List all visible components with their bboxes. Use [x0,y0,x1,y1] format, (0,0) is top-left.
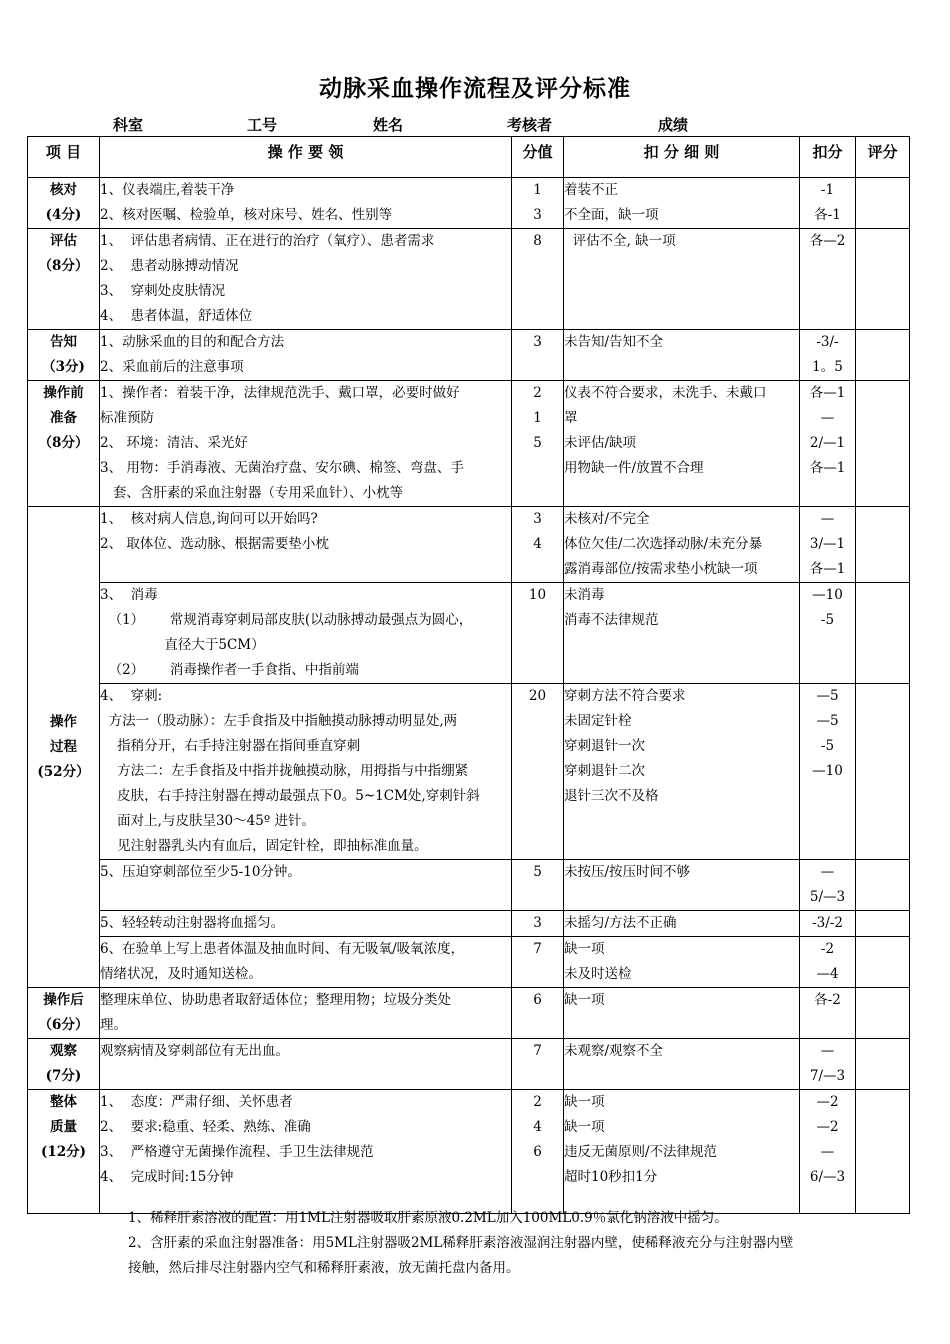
text-line: 5 [533,864,542,880]
text-line: 着装不正 [564,182,618,198]
text-line: —5 [816,713,839,729]
text-line: 1、稀释肝素溶液的配置：用1ML注射器吸取肝素原液0.2ML加入100ML0.9％氯化钠溶液中摇匀。 [128,1210,728,1226]
text-line: 3/—1 [809,536,846,552]
steps-cell [100,178,512,229]
text-line: 20 [528,688,547,704]
text-line: — [820,1043,835,1059]
text-line: 8 [533,233,542,249]
text-line: -3/- [816,334,839,350]
grade-cell[interactable] [856,583,910,684]
text-line: 穿刺退针一次 [564,738,645,754]
text-line: 4、 穿刺: [100,688,163,704]
category-cell [28,507,100,988]
steps-cell [100,583,512,684]
text-line: 露消毒部位/按需求垫小枕缺一项 [564,561,758,577]
row-inform [28,330,910,381]
rules-cell [564,860,800,911]
text-line: 3、 消毒 [100,587,158,603]
text-line: 准备 [50,410,77,426]
text-line: 皮肤，右手持注射器在搏动最强点下0。5~1CM处,穿刺针斜 [100,788,480,804]
deduct-cell [800,911,856,937]
text-line: 2 [533,1094,542,1110]
steps-cell [100,229,512,330]
text-line: 3 [533,207,542,223]
text-line: 未固定针栓 [564,713,632,729]
scoring-table [27,136,910,1214]
text-line: 缺一项 [564,1094,605,1110]
deduct-cell [800,507,856,583]
deduct-cell [800,229,856,330]
text-line: （3分) [42,359,85,375]
text-line: 1、 核对病人信息,询问可以开始吗? [100,511,318,527]
steps-cell [100,1090,512,1214]
text-line: 2、含肝素的采血注射器准备：用5ML注射器吸2ML稀释肝素溶液湿润注射器内壁，使稀释液充分与注射器内壁 [128,1235,794,1251]
text-line: 3、 严格遵守无菌操作流程、手卫生法律规范 [100,1144,374,1160]
text-line: 直径大于5CM） [100,637,265,653]
text-line: 3 [533,511,542,527]
text-line: -1 [820,182,835,198]
text-line: — [820,511,835,527]
points-cell [512,229,564,330]
text-line: 操作前 [43,385,84,401]
points-cell [512,507,564,583]
text-line: 2、 环境：清洁、采光好 [100,435,248,451]
text-line: 未告知/告知不全 [564,334,664,350]
text-line: 评估不全, 缺一项 [564,233,676,249]
points-cell [512,178,564,229]
steps-cell [100,937,512,988]
text-line: — [820,864,835,880]
text-line: 操作后 [43,992,84,1008]
text-line: （8分） [38,258,89,274]
text-line: 观察 [50,1043,77,1059]
text-line: 各—1 [809,561,846,577]
text-line: 1。5 [812,359,843,375]
points-cell [512,937,564,988]
text-line: 体位欠佳/二次选择动脉/未充分暴 [564,536,763,552]
text-line: 4 [533,536,542,552]
rules-cell [564,330,800,381]
text-line: 3 [533,915,542,931]
row-process-4 [28,860,910,911]
grade-cell[interactable] [856,229,910,330]
deduct-cell [800,583,856,684]
text-line: 见注射器乳头内有血后，固定针栓，即抽标准血量。 [100,838,428,854]
text-line: （1） 常规消毒穿刺局部皮肤(以动脉搏动最强点为圆心， [100,612,473,628]
rules-cell [564,911,800,937]
text-line: 7 [533,1043,542,1059]
text-line: 各—1 [809,385,846,401]
steps-cell [100,860,512,911]
text-line: 未评估/缺项 [564,435,637,451]
text-line: 各—2 [809,233,846,249]
rules-cell [564,1090,800,1214]
text-line: 2、核对医嘱、检验单，核对床号、姓名、性别等 [100,207,393,223]
header-row [28,137,910,178]
text-line: 2、 要求:稳重、轻柔、熟练、准确 [100,1119,311,1135]
header-points: 分值 [512,137,564,178]
info-examiner-label: 考核者 [507,116,553,134]
row-check [28,178,910,229]
text-line: 未核对/不完全 [564,511,650,527]
text-line: 穿刺退针二次 [564,763,645,779]
text-line: 退针三次不及格 [564,788,659,804]
text-line: 缺一项 [564,941,605,957]
text-line: 6/—3 [809,1169,846,1185]
text-line: 6 [533,992,542,1008]
text-line: 仪表不符合要求，未洗手、未戴口 [564,385,767,401]
header-grade: 评分 [856,137,910,178]
category-cell [28,330,100,381]
text-line: 未摇匀/方法不正确 [564,915,677,931]
points-cell [512,330,564,381]
text-line: 整理床单位、协助患者取舒适体位；整理用物；垃圾分类处 [100,992,451,1008]
text-line: -3/-2 [812,915,843,931]
rules-cell [564,583,800,684]
category-cell [28,178,100,229]
grade-cell[interactable] [856,684,910,860]
text-line: 过程 [50,738,77,755]
text-line: 5/—3 [809,889,846,905]
deduct-cell [800,330,856,381]
text-line: 罩 [564,410,578,426]
text-line: —10 [812,587,843,603]
text-line: 质量 [50,1119,77,1135]
category-cell [28,381,100,507]
text-line: 情绪状况，及时通知送检。 [100,966,262,982]
rules-cell [564,229,800,330]
text-line: 违反无菌原则/不法律规范 [564,1144,718,1160]
steps-cell [100,1039,512,1090]
grade-cell[interactable] [856,911,910,937]
rules-cell [564,381,800,507]
text-line: 1、仪表端庄,着装干净 [100,182,235,198]
grade-cell[interactable] [856,1039,910,1090]
text-line: 接触，然后排尽注射器内空气和稀释肝素液，放无菌托盘内备用。 [128,1260,520,1276]
text-line: 2、 取体位、选动脉、根据需要垫小枕 [100,536,329,552]
header-item: 项 目 [28,137,100,178]
text-line: 指稍分开，右手持注射器在指间垂直穿刺 [100,738,361,754]
text-line: 3、 穿刺处皮肤情况 [100,283,226,299]
text-line: 4、 患者体温，舒适体位 [100,308,253,324]
text-line: 1、 评估患者病情、正在进行的治疗（氧疗）、患者需求 [100,233,435,249]
text-line: 缺一项 [564,1119,605,1135]
text-line: 标准预防 [100,410,154,426]
text-line: 各—1 [809,460,846,476]
category-cell [28,229,100,330]
steps-cell [100,684,512,860]
text-line: （2） 消毒操作者一手食指、中指前端 [100,662,359,678]
text-line: 不全面，缺一项 [564,207,659,223]
row-assess [28,229,910,330]
text-line: 未观察/观察不全 [564,1043,664,1059]
row-process-5 [28,911,910,937]
text-line: 超时10秒扣1分 [564,1169,658,1185]
text-line: 5、压迫穿刺部位至少5-10分钟。 [100,864,301,880]
text-line: 3 [533,334,542,350]
row-overall [28,1090,910,1214]
text-line: (7分) [45,1068,82,1084]
text-line: —10 [812,763,843,779]
text-line: 1 [533,182,542,198]
text-line: -5 [820,612,835,628]
text-line: (12分) [40,1144,87,1160]
rules-cell [564,178,800,229]
grade-cell[interactable] [856,178,910,229]
points-cell [512,1039,564,1090]
text-line: — [820,1144,835,1160]
text-line: 6 [533,1144,542,1160]
text-line: 10 [528,587,547,603]
deduct-cell [800,988,856,1039]
text-line: 7 [533,941,542,957]
row-observe [28,1039,910,1090]
grade-cell[interactable] [856,381,910,507]
info-name-label: 姓名 [373,116,404,134]
rules-cell [564,988,800,1039]
text-line: 1、 态度：严肃仔细、关怀患者 [100,1094,293,1110]
text-line: 方法一（股动脉）：左手食指及中指触摸动脉搏动明显处,两 [100,713,458,729]
text-line: 1、动脉采血的目的和配合方法 [100,334,285,350]
points-cell [512,911,564,937]
text-line: 各-2 [814,992,841,1008]
text-line: -5 [820,738,835,754]
deduct-cell [800,1090,856,1214]
text-line: —2 [816,1094,839,1110]
steps-cell [100,911,512,937]
text-line: 2、 患者动脉搏动情况 [100,258,239,274]
points-cell [512,381,564,507]
text-line: 2/—1 [809,435,846,451]
text-line: 1、操作者：着装干净，法律规范洗手、戴口罩，必要时做好 [100,385,460,401]
grade-cell[interactable] [856,937,910,988]
points-cell [512,860,564,911]
text-line: 套、含肝素的采血注射器（专用采血针）、小枕等 [100,485,404,501]
header-steps: 操 作 要 领 [100,137,512,178]
grade-cell[interactable] [856,507,910,583]
text-line: 用物缺一件/放置不合理 [564,460,704,476]
points-cell [512,684,564,860]
rules-cell [564,937,800,988]
category-cell [28,1039,100,1090]
row-process-3 [28,684,910,860]
grade-cell[interactable] [856,330,910,381]
steps-cell [100,988,512,1039]
deduct-cell [800,1039,856,1090]
text-line: 5 [533,435,542,451]
deduct-cell [800,684,856,860]
rules-cell [564,1039,800,1090]
page-title: 动脉采血操作流程及评分标准 [319,75,631,102]
points-cell [512,1090,564,1214]
deduct-cell [800,381,856,507]
grade-cell[interactable] [856,1090,910,1214]
text-line: 核对 [50,182,77,198]
text-line: 消毒不法律规范 [564,612,659,628]
text-line: 告知 [50,334,77,350]
points-cell [512,988,564,1039]
text-line: 1 [533,410,542,426]
text-line: -2 [820,941,835,957]
header-deduct: 扣分 [800,137,856,178]
text-line: —5 [816,688,839,704]
text-line: 2、采血前后的注意事项 [100,359,244,375]
text-line: 5、轻轻转动注射器将血摇匀。 [100,915,285,931]
text-line: 穿刺方法不符合要求 [564,688,686,704]
text-line: 理。 [100,1017,127,1033]
info-dept-label: 科室 [113,116,144,134]
text-line: 2 [533,385,542,401]
text-line: 方法二：左手食指及中指并拢触摸动脉，用拇指与中指绷紧 [100,763,469,779]
text-line: 4 [533,1119,542,1135]
grade-cell[interactable] [856,988,910,1039]
text-line: 观察病情及穿刺部位有无出血。 [100,1043,289,1059]
text-line: (4分) [45,207,82,223]
text-line: 评估 [50,233,77,249]
text-line: 3、 用物：手消毒液、无菌治疗盘、安尔碘、棉签、弯盘、手 [100,460,464,476]
text-line: 未及时送检 [564,966,632,982]
deduct-cell [800,937,856,988]
text-line: （6分） [38,1017,89,1033]
text-line: — [820,410,835,426]
header-rules: 扣 分 细 则 [564,137,800,178]
text-line: 各-1 [814,207,841,223]
text-line: 4、 完成时间:15分钟 [100,1169,234,1185]
text-line: 7/—3 [809,1068,846,1084]
grade-cell[interactable] [856,860,910,911]
row-prep [28,381,910,507]
text-line: 操作 [50,713,77,730]
steps-cell [100,381,512,507]
steps-cell [100,330,512,381]
points-cell [512,583,564,684]
info-score-label: 成绩 [658,116,689,134]
text-line: —4 [816,966,839,982]
text-line: —2 [816,1119,839,1135]
text-line: （8分） [38,435,89,451]
rules-cell [564,684,800,860]
row-process-1 [28,507,910,583]
deduct-cell [800,178,856,229]
row-process-6 [28,937,910,988]
category-cell [28,1090,100,1214]
text-line: (52分） [37,763,90,780]
category-cell [28,988,100,1039]
text-line: 缺一项 [564,992,605,1008]
text-line: 未消毒 [564,587,605,603]
deduct-cell [800,860,856,911]
rules-cell [564,507,800,583]
steps-cell [100,507,512,583]
text-line: 6、在验单上写上患者体温及抽血时间、有无吸氧/吸氧浓度， [100,941,465,957]
text-line: 面对上,与皮肤呈30～45º 进针。 [100,813,315,829]
row-after [28,988,910,1039]
footnotes [128,1206,848,1281]
text-line: 整体 [50,1094,77,1110]
info-staff-no-label: 工号 [247,116,278,134]
text-line: 未按压/按压时间不够 [564,864,691,880]
row-process-2 [28,583,910,684]
